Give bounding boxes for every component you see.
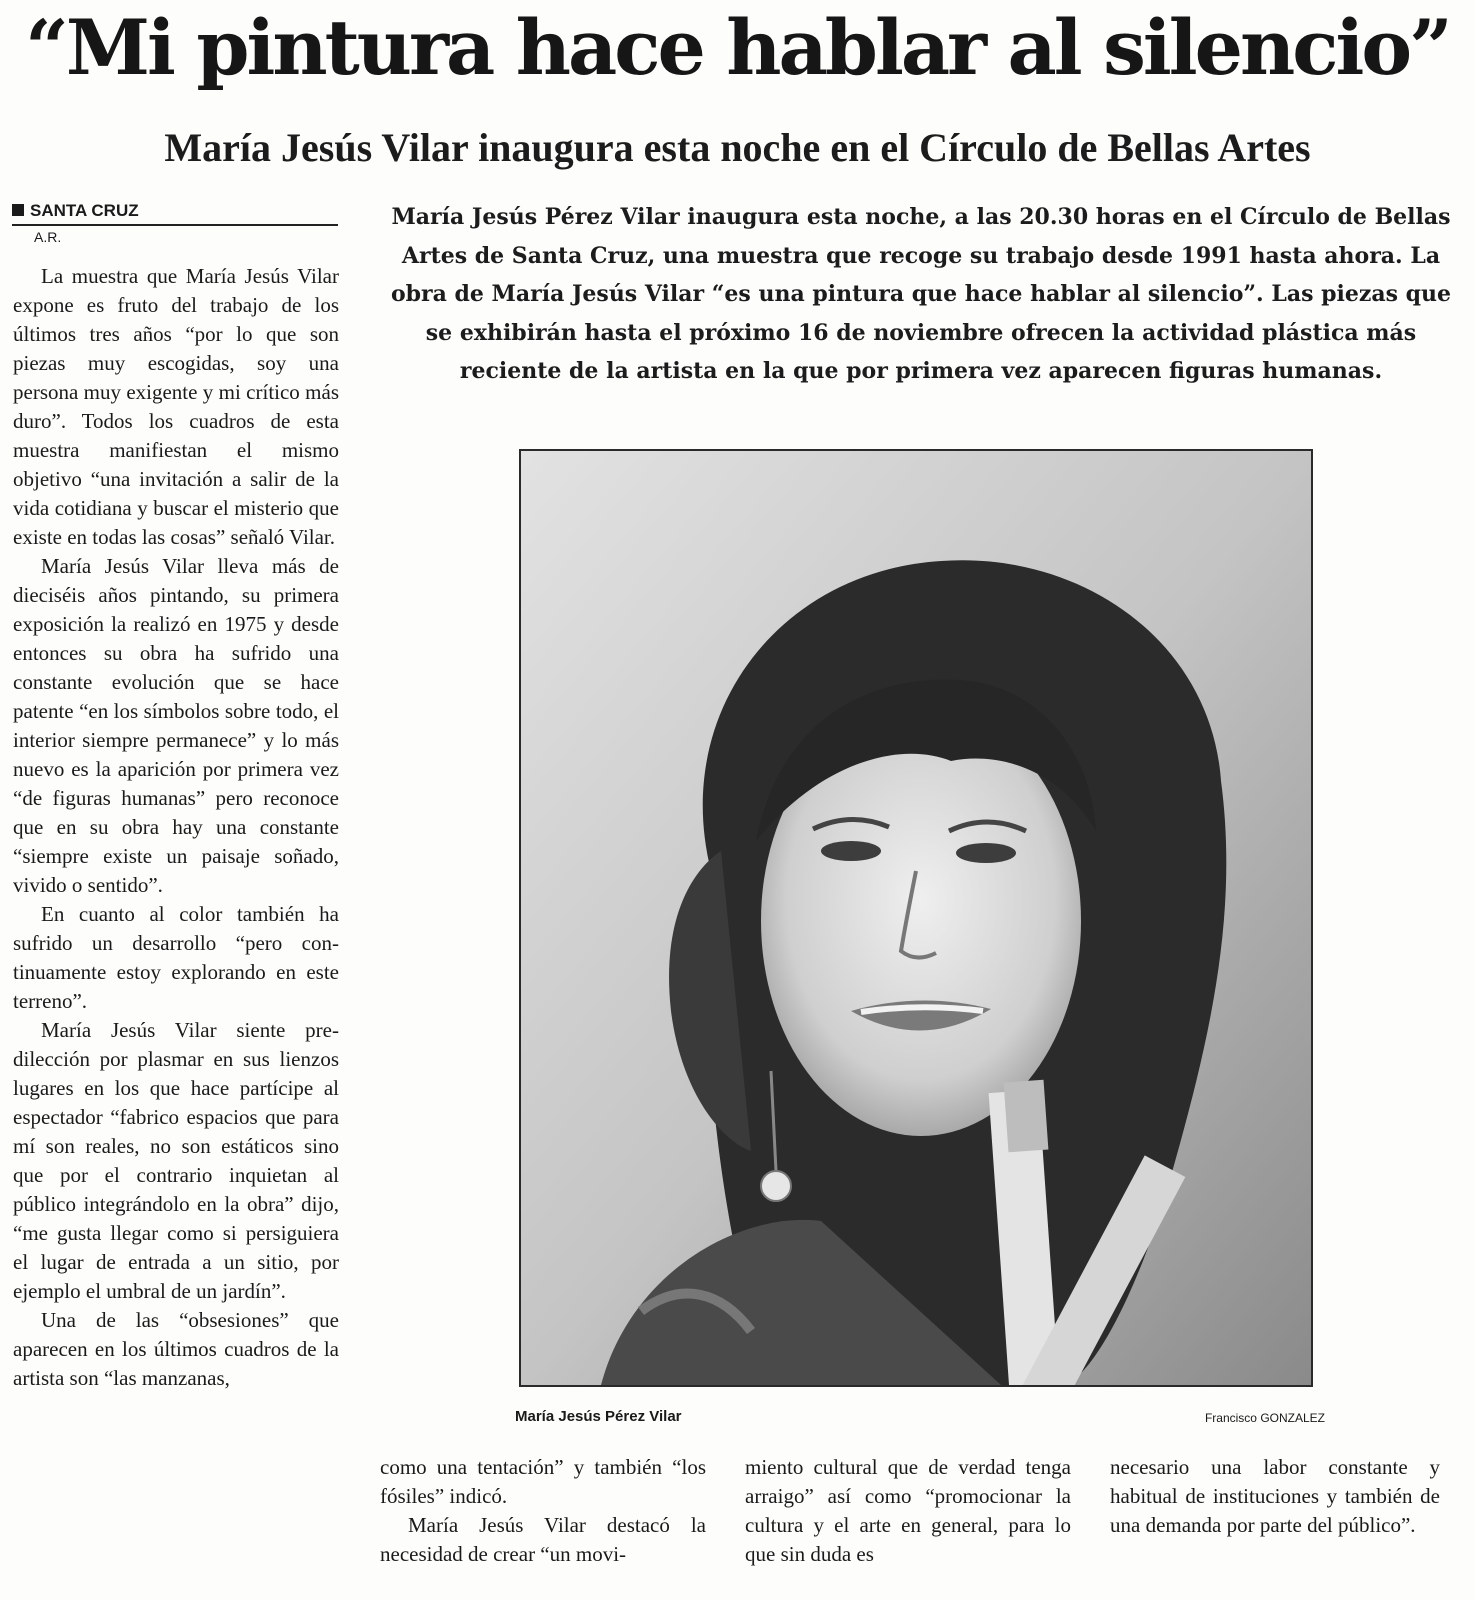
- section-name: SANTA CRUZ: [30, 201, 139, 220]
- square-bullet-icon: [12, 204, 24, 216]
- portrait-photo-illustration: [521, 451, 1311, 1385]
- paragraph: En cuanto al color también ha sufrido un desarrollo “pero continuamente estoy explorando en este terreno”.: [13, 902, 339, 1013]
- photo-credit: Francisco GONZALEZ: [1204, 1411, 1325, 1425]
- body-column-4: [1110, 1453, 1440, 1540]
- paragraph: necesario una labor constante y habitual de instituciones y también de una demanda por parte del público”.: [1110, 1455, 1440, 1537]
- paragraph: Una de las “obsesiones” que aparecen en los últimos cuadros de la artista son “las manzanas,: [13, 1308, 339, 1390]
- subheadline: María Jesús Vilar inaugura esta noche en el Círculo de Bellas Artes: [164, 125, 1311, 170]
- body-column-3: [745, 1453, 1071, 1569]
- photo-caption: María Jesús Pérez Vilar: [515, 1408, 682, 1425]
- section-label: [12, 200, 338, 226]
- headline: “Mi pintura hace hablar al silencio”: [25, 3, 1450, 92]
- body-column-2: [380, 1453, 706, 1569]
- paragraph: miento cultural que de verdad tenga arraigo” así como “promocionar la cultura y el arte en general, para lo que sin duda es: [745, 1455, 1071, 1566]
- body-column-left: [13, 262, 339, 1393]
- paragraph: María Jesús Vilar destacó la necesidad de crear “un movi-: [380, 1513, 706, 1566]
- portrait-photo: [519, 449, 1313, 1387]
- paragraph: María Jesús Vilar lleva más de dieciséis años pintando, su primera exposición la realizó en 1975 y desde entonces su obra ha sufrido una constante evolución que se hace patente “en los símbolos sobre todo, el interior siempre permanece” y lo más nuevo es la aparición por primera vez “de figuras humanas” pero reconoce que en su obra hay una constante “siempre existe un paisaje soñado, vivido o sentido”.: [13, 554, 339, 897]
- paragraph: María Jesús Vilar siente predilección por plasmar en sus lienzos lugares en los que hace partícipe al espectador “fabrico espacios que para mí son reales, no son estáticos sino que por el contrario inquietan al público integrándolo en la obra” dijo, “me gusta llegar como si persiguiera el lugar de entrada a un sitio, por ejemplo el umbral de un jardín”.: [13, 1018, 339, 1303]
- paragraph: La muestra que María Jesús Vilar expone es fruto del trabajo de los últimos tres años “por lo que son piezas muy escogidas, soy una persona muy exigente y mi crítico más duro”. Todos los cuadros de esta muestra manifiestan el mismo objetivo “una invitación a salir de la vida cotidiana y buscar el misterio que existe en todas las cosas” señaló Vilar.: [13, 264, 339, 549]
- lede-paragraph: María Jesús Pérez Vilar inaugura esta noche, a las 20.30 horas en el Círculo de Bellas Artes de Santa Cruz, una muestra que recoge su trabajo desde 1991 hasta ahora. La obra de María Jesús Vilar “es una pintura que hace hablar al silencio”. Las piezas que se exhibirán hasta el próximo 16 de noviembre ofrecen la actividad plástica más reciente de la artista en la que por primera vez aparecen figuras humanas.: [390, 204, 1452, 384]
- paragraph: como una tentación” y también “los fósiles” indicó.: [380, 1455, 706, 1508]
- byline: A.R.: [34, 229, 62, 245]
